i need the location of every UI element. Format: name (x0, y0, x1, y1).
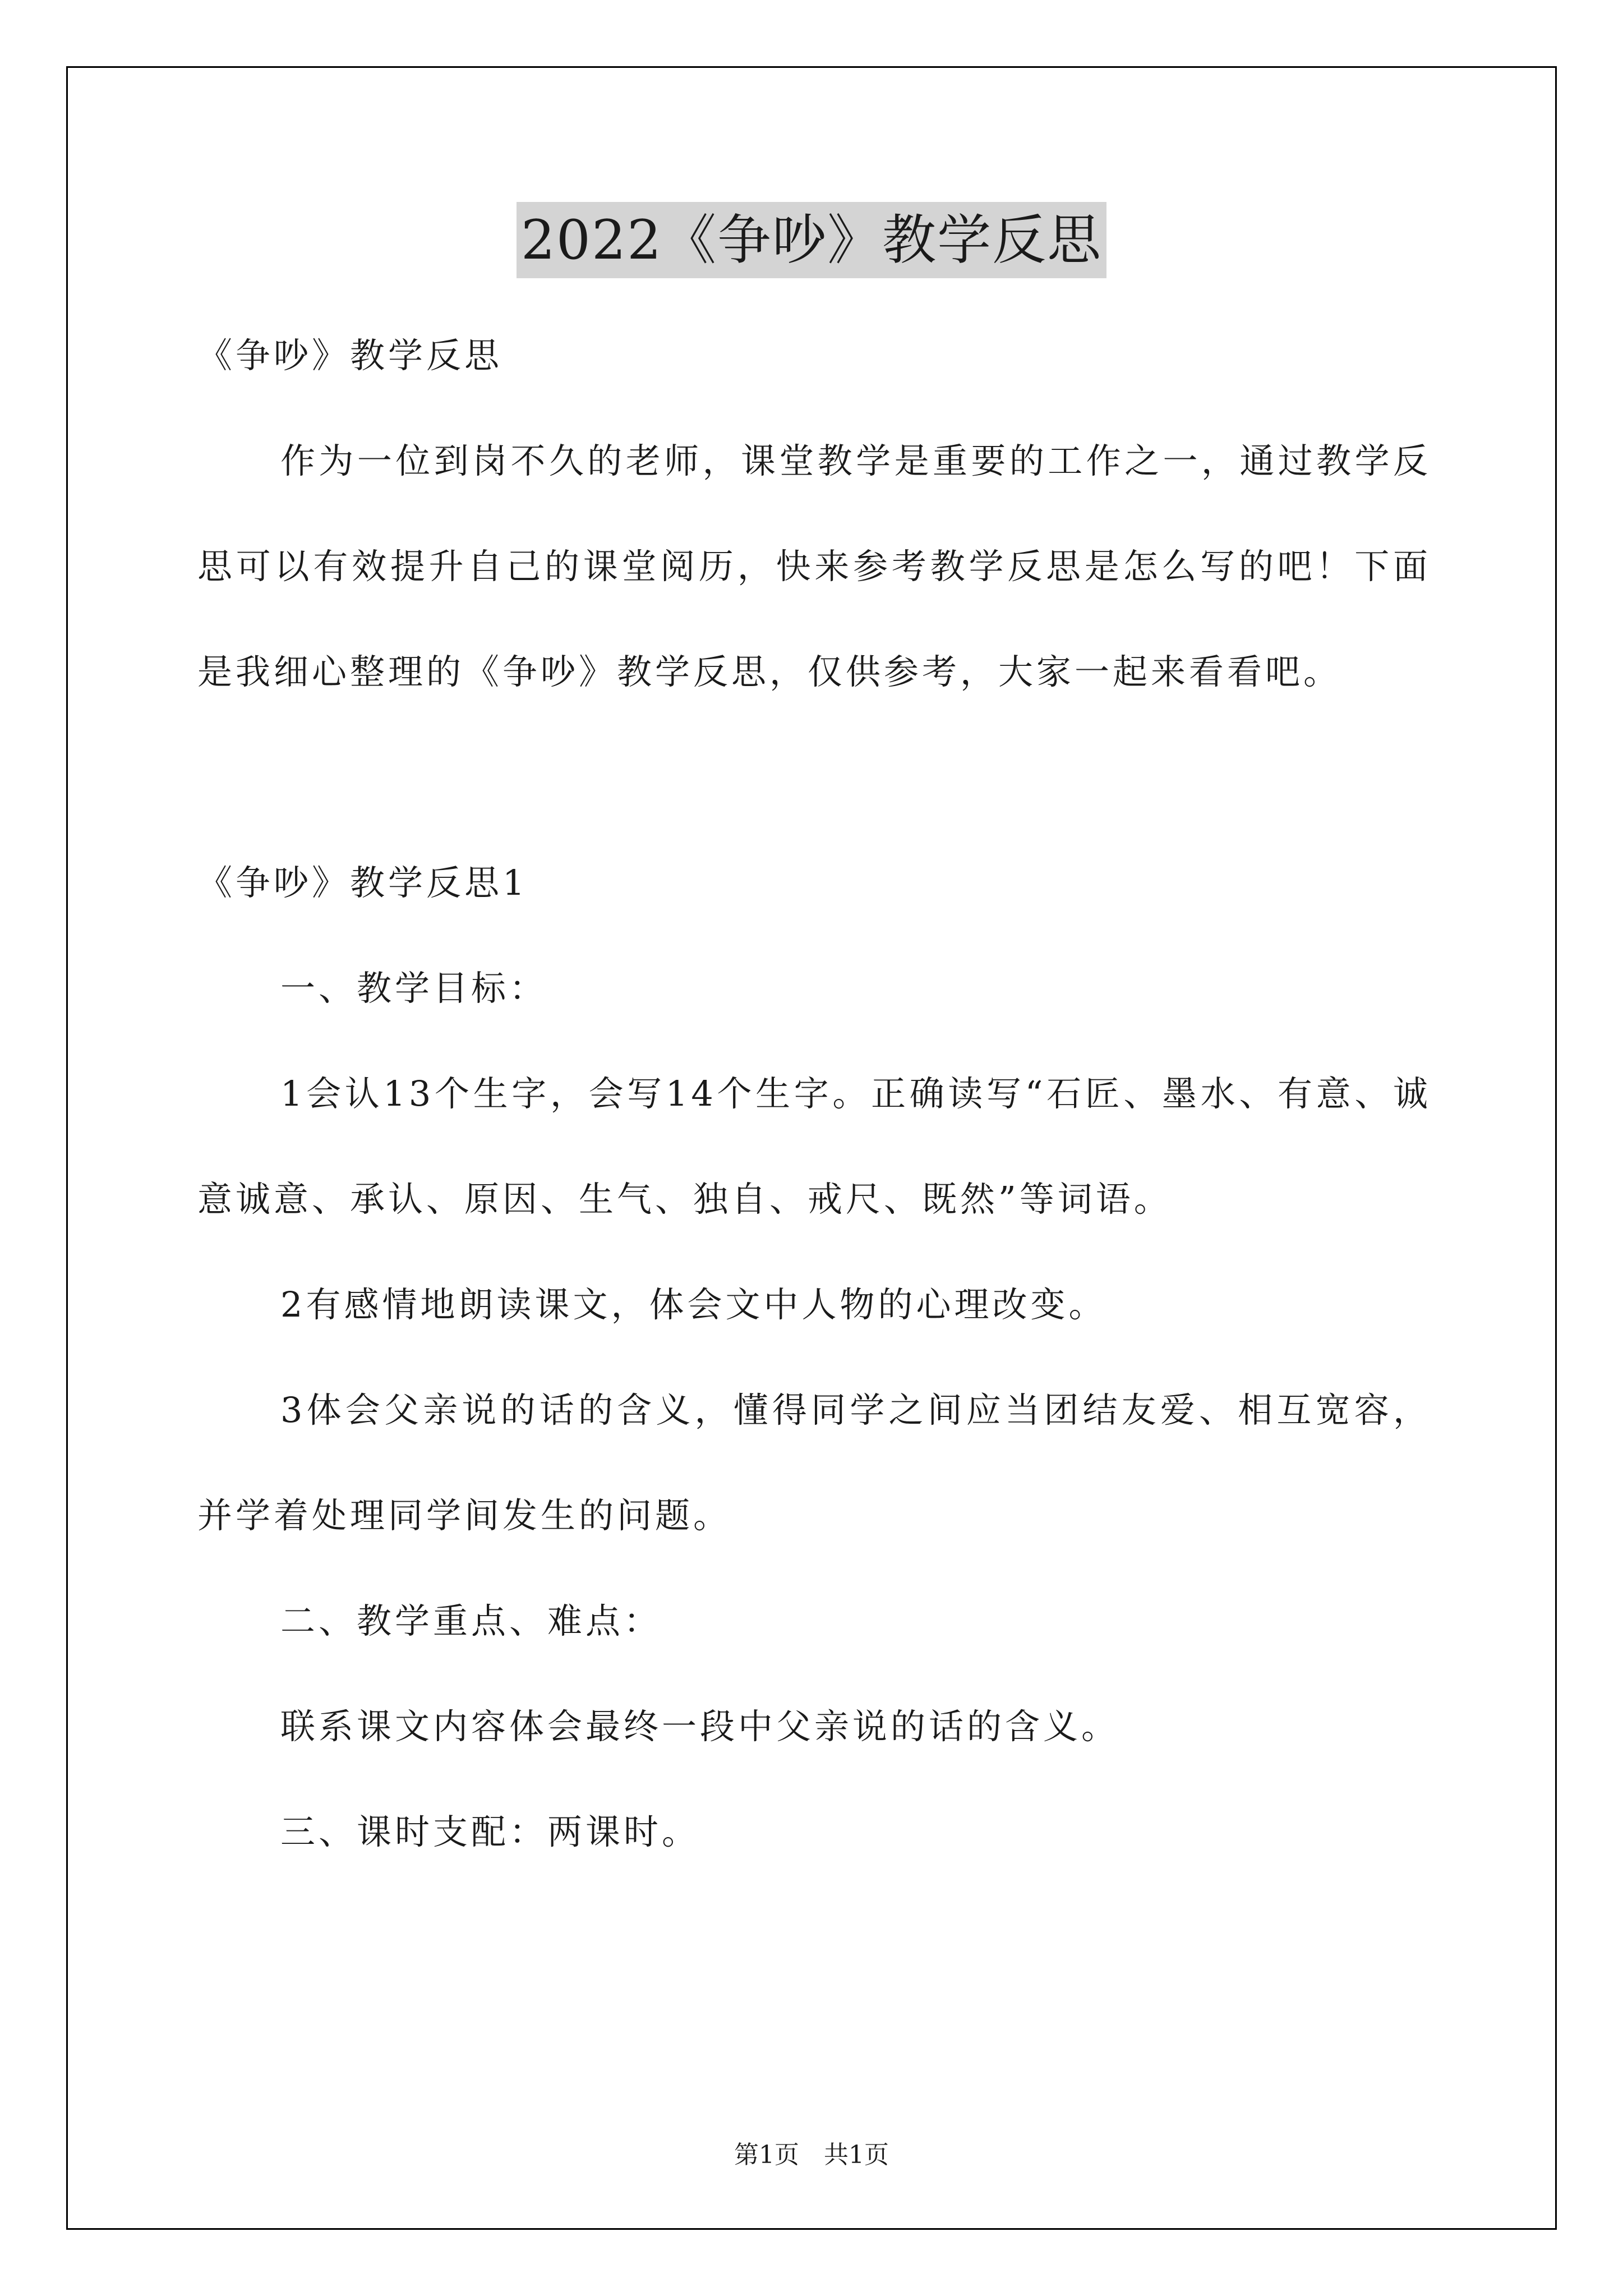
key-points-text: 联系课文内容体会最终一段中父亲说的话的含义。 (280, 1706, 1120, 1747)
page-footer: 第1页 共1页 (734, 2141, 889, 2169)
intro-paragraph: 作为一位到岗不久的老师，课堂教学是重要的工作之一，通过教学反思可以有效提升自己的课堂阅历，快来参考教学反思是怎么写的吧！下面是我细心整理的《争吵》教学反思，仅供参考，大家一起来看看吧。 (197, 440, 1431, 692)
heading-key-points: 二、教学重点、难点： (280, 1600, 662, 1641)
document-body (197, 303, 1431, 1885)
title-container (0, 202, 1623, 278)
document-title: 2022《争吵》教学反思 (517, 202, 1106, 278)
goal-item-2: 2有感情地朗读课文，体会文中人物的心理改变。 (280, 1284, 1107, 1325)
section-heading: 《争吵》教学反思1 (197, 862, 528, 903)
subtitle: 《争吵》教学反思 (197, 335, 503, 376)
class-hours-text: 三、课时支配：两课时。 (280, 1811, 700, 1852)
goal-item-1: 1会认13个生字，会写14个生字。正确读写“石匠、墨水、有意、诚意诚意、承认、原因、生气、独自、戒尺、既然”等词语。 (197, 1073, 1431, 1220)
heading-teaching-goals: 一、教学目标： (280, 968, 548, 1009)
spacer (197, 725, 1431, 830)
goal-item-3: 3体会父亲说的话的含义，懂得同学之间应当团结友爱、相互宽容，并学着处理同学间发生的问题。 (197, 1389, 1431, 1536)
